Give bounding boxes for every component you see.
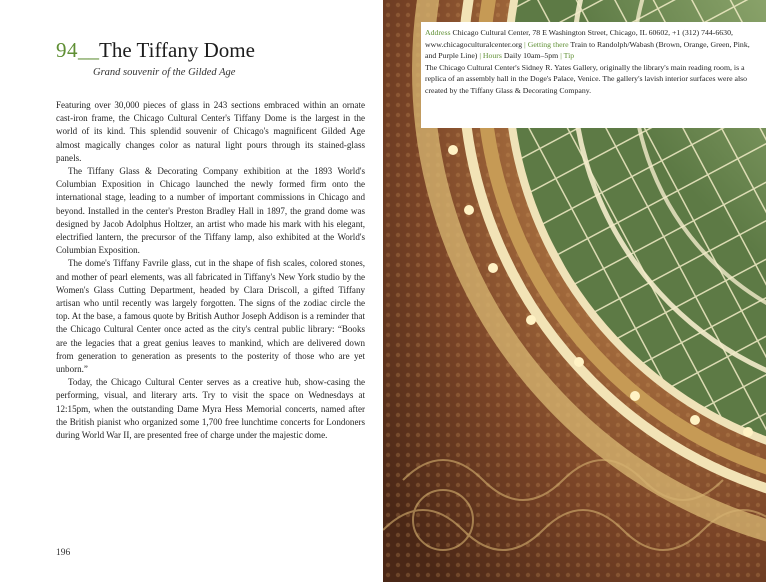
separator: | [558, 51, 564, 61]
right-page [383, 0, 766, 582]
tip-label: Tip [563, 51, 575, 61]
chapter-heading [56, 38, 366, 63]
paragraph-3: The dome's Tiffany Favrile glass, cut in the shape of fish scales, colored stones, and mother of pearl elements, was all fabricated in Tiffany's New York studio by the Women's Glass Cutting Department, headed by Clara Driscoll, a gifted Tiffany artisan who until recently was largely forgotten. The signs of the zodiac circle the top. At the base, a famous quote by British Author Joseph Addison is a reminder that the Chicago Cultural Center once acted as the city's central public library: “Books are the legacies that a great genius leaves to mankind, which are delivered down from generation to generation as presents to the posterity of those who are yet unborn.” [56, 258, 365, 375]
address: Chicago Cultural Center, 78 E Washington Street, Chicago, IL 60602, +1 (312) 744-6630, www.chicagoculturalcenter.org [425, 28, 733, 49]
tip: The Chicago Cultural Center's Sidney R. Yates Gallery, originally the library's main reading room, is a replica of an assembly hall in the Doge's Palace, Venice. The gallery's lavish interior surfaces were also created by the Tiffany Glass & Decorating Company. [425, 62, 748, 95]
page-number: 196 [56, 548, 71, 558]
hours-label: Hours [482, 51, 502, 61]
heading-rule: __ [78, 38, 99, 62]
separator: | [477, 51, 483, 61]
page-subtitle: Grand souvenir of the Gilded Age [93, 67, 236, 78]
paragraph-4: Today, the Chicago Cultural Center serves as a creative hub, show-casing the performing, visual, and literary arts. Try to visit the space on Wednesdays at 12:15pm, when the outstanding Dame Myra Hess Memorial concerts, named after the British pianist who organized some 1,700 free lunchtime concerts for Londoners during World War II, are presented free of charge under the majestic dome. [56, 377, 365, 441]
info-box [421, 22, 766, 128]
entry-number: 94 [56, 38, 78, 62]
paragraph-1: Featuring over 30,000 pieces of glass in 243 sections embraced within an ornate cast-iron frame, the Chicago Cultural Center's Tiffany Dome is the largest in the world of its kind. This splendid souvenir of Chicago's magnificent Gilded Age almost magically changes color as natural light pours through its stained-glass panels. [56, 100, 365, 163]
hours: Daily 10am–5pm [503, 51, 559, 61]
page-title: The Tiffany Dome [99, 38, 255, 62]
separator: | [522, 39, 528, 49]
getting-there: Train to Randolph/Wabash (Brown, Orange, Green, Pink, and Purple Line) [425, 39, 750, 61]
info-text [425, 27, 753, 97]
paragraph-2: The Tiffany Glass & Decorating Company exhibition at the 1893 World's Columbian Exposition in Chicago launched the newly formed firm onto the international stage, leading to a number of important commissions in Chicago and beyond. Installed in the center's Preston Bradley Hall in 1897, the grand dome was designed by Jacob Adolphus Holtzer, an artist who made his mark with his elegant, electrified lantern, the precursor of the Tiffany lamp, also exhibited at the World's Columbian Exposition. [56, 166, 365, 256]
getting-there-label: Getting there [527, 39, 569, 49]
body-text [56, 99, 365, 442]
address-label: Address [425, 28, 451, 37]
